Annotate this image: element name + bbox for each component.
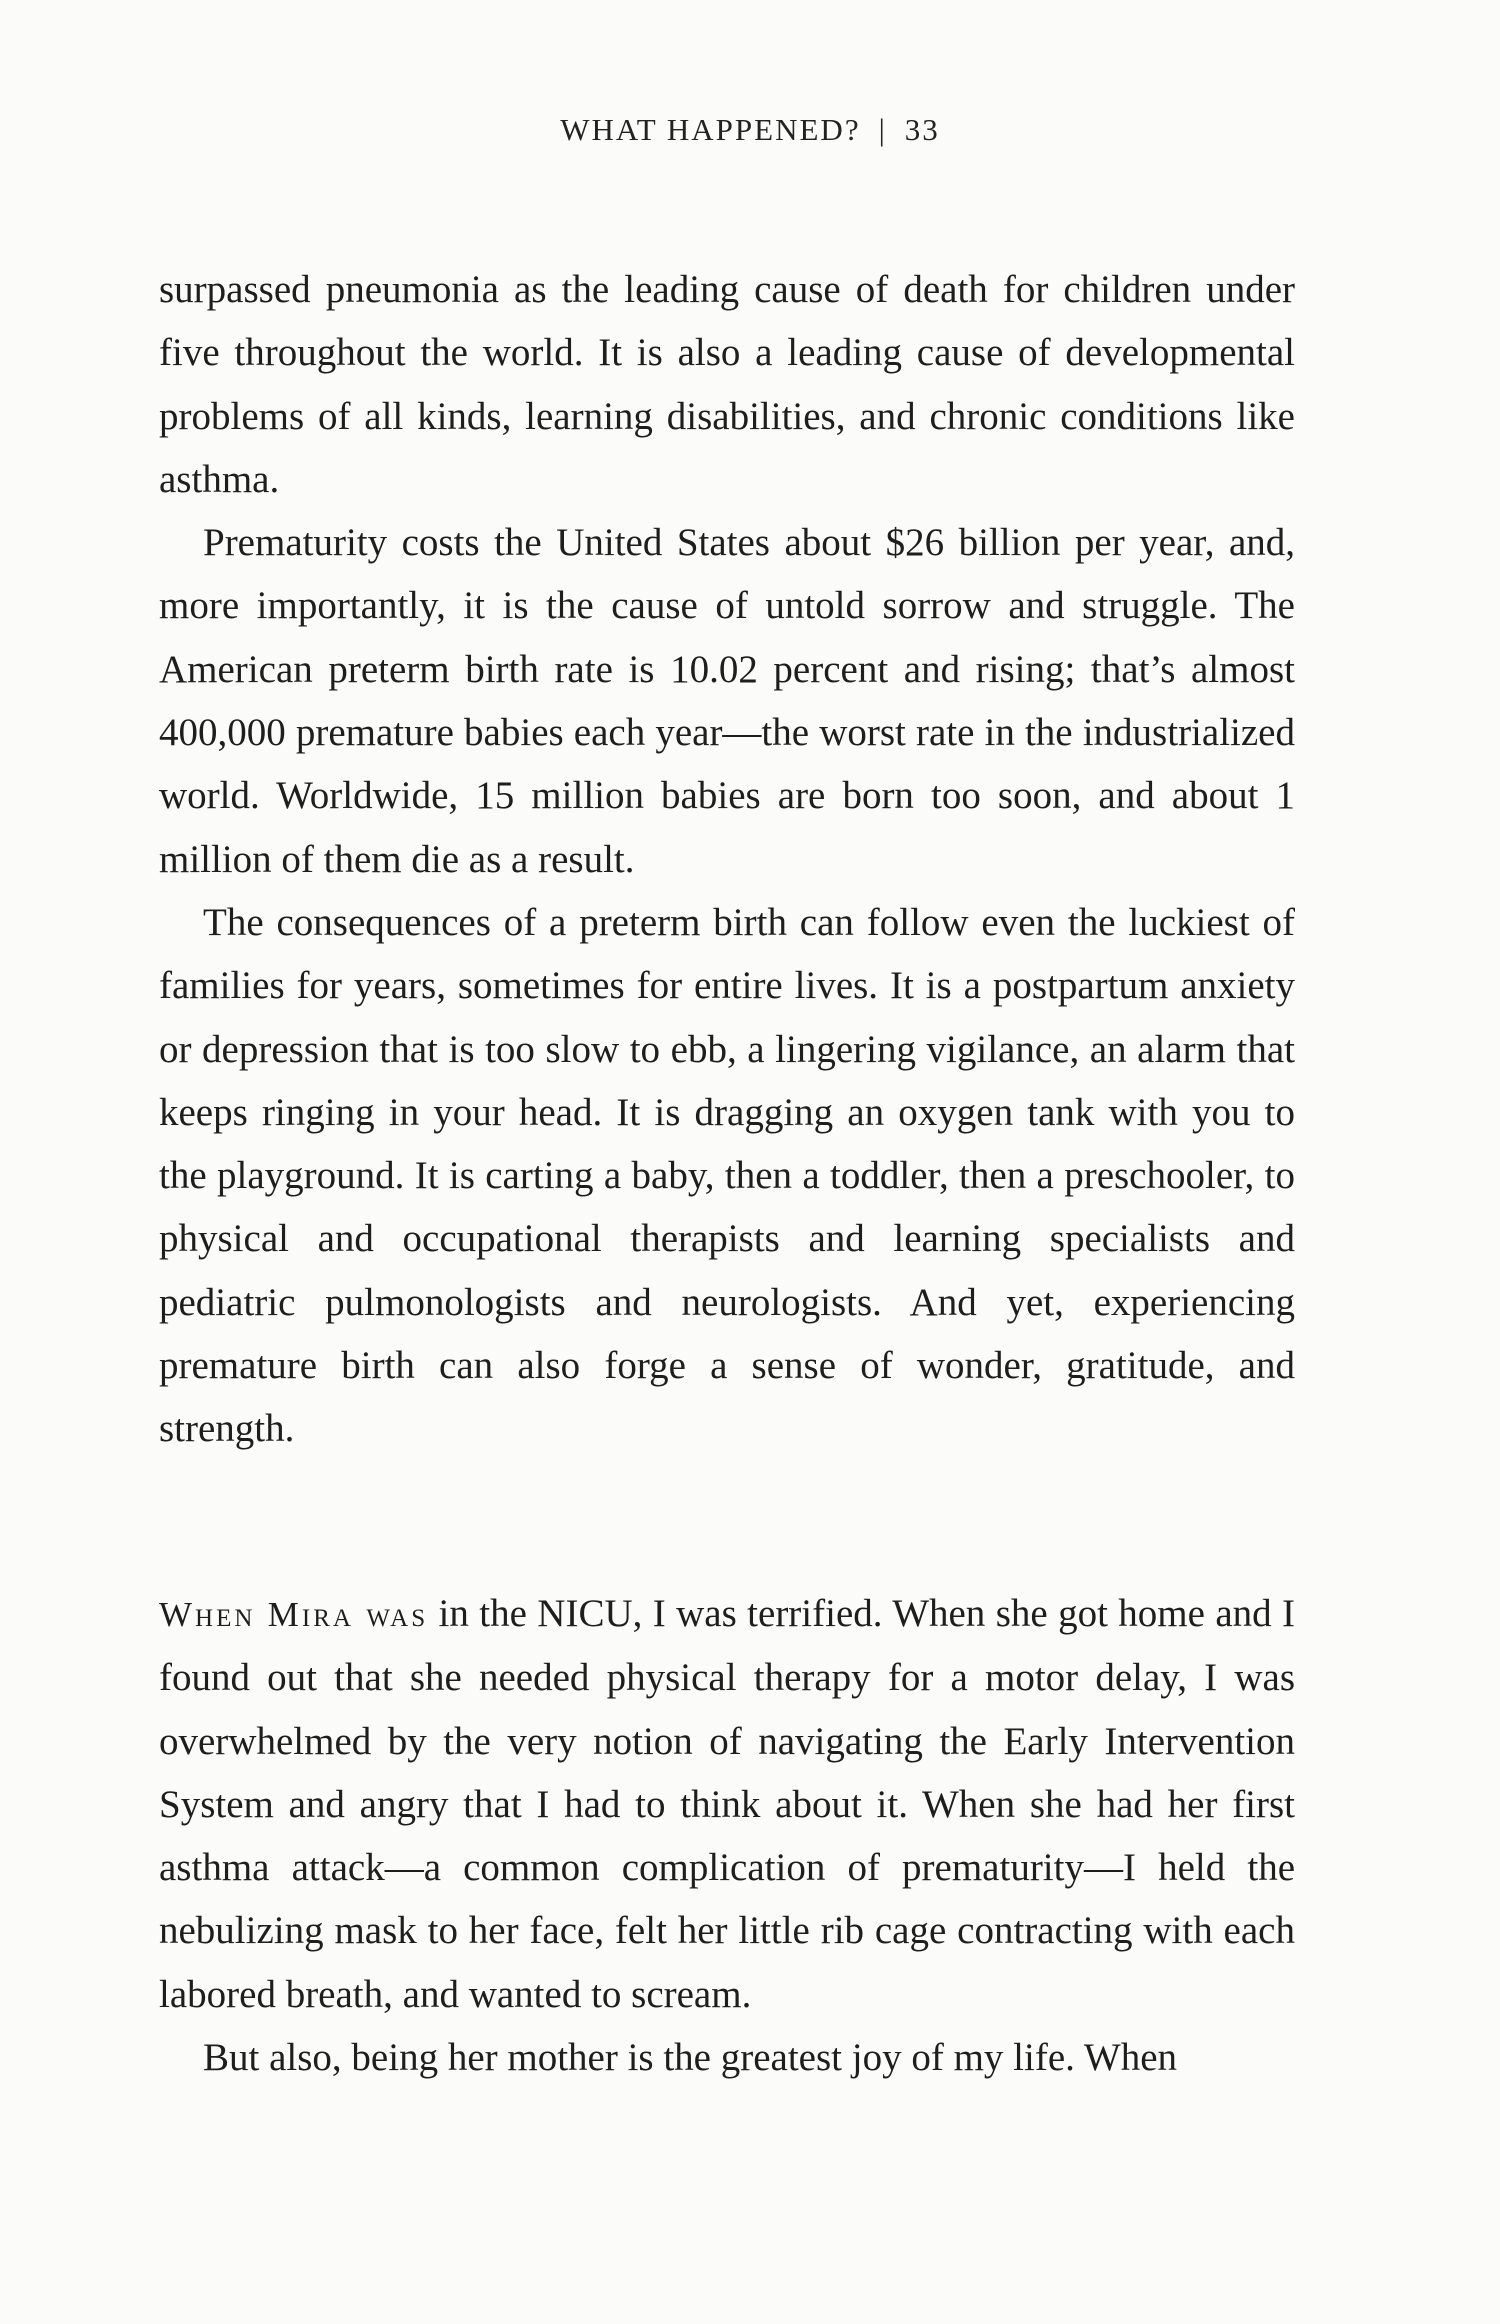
header-separator: | bbox=[878, 112, 887, 147]
small-caps-lead-in: When Mira was bbox=[159, 1595, 429, 1634]
page-number: 33 bbox=[904, 112, 940, 147]
paragraph-nicu bbox=[159, 1582, 1295, 2026]
running-header bbox=[0, 112, 1500, 148]
paragraph-continuation: surpassed pneumonia as the leading cause of death for children under five throughout the world. It is also a leading cause of developmental problems of all kinds, learning disabilities, and chronic conditions like asthma. bbox=[159, 268, 1295, 501]
section-one bbox=[159, 258, 1295, 1461]
paragraph-nicu-text: in the NICU, I was terrified. When she got home and I found out that she needed physical therapy for a motor delay, I was overwhelmed by the very notion of navigating the Early Intervention System and angry that I had to think about it. When she had her first asthma attack—a common complication of prematurity—I held the nebulizing mask to her face, felt her little rib cage contracting with each labored breath, and wanted to scream. bbox=[159, 1592, 1296, 2016]
section-two bbox=[159, 1582, 1295, 2089]
paragraph-greatest-joy: But also, being her mother is the greatest joy of my life. When bbox=[203, 2036, 1178, 2080]
paragraph-consequences: The consequences of a preterm birth can follow even the luckiest of families for years, sometimes for entire lives. It is a postpartum anxiety or depression that is too slow to ebb, a lingering vigilance, an alarm that keeps ringing in your head. It is dragging an oxygen tank with you to the playground. It is carting a baby, then a toddler, then a preschooler, to physical and occupational therapists and learning specialists and pediatric pulmonologists and neurologists. And yet, experiencing premature birth can also forge a sense of wonder, gratitude, and strength. bbox=[159, 900, 1295, 1451]
paragraph-prematurity-costs: Prematurity costs the United States about $26 billion per year, and, more importantly, it is the cause of untold sorrow and struggle. The American preterm birth rate is 10.02 percent and rising; that’s almost 400,000 premature babies each year—the worst rate in the industrialized world. Worldwide, 15 million babies are born too soon, and about 1 million of them die as a result. bbox=[159, 521, 1295, 881]
chapter-title: WHAT HAPPENED? bbox=[560, 112, 861, 147]
